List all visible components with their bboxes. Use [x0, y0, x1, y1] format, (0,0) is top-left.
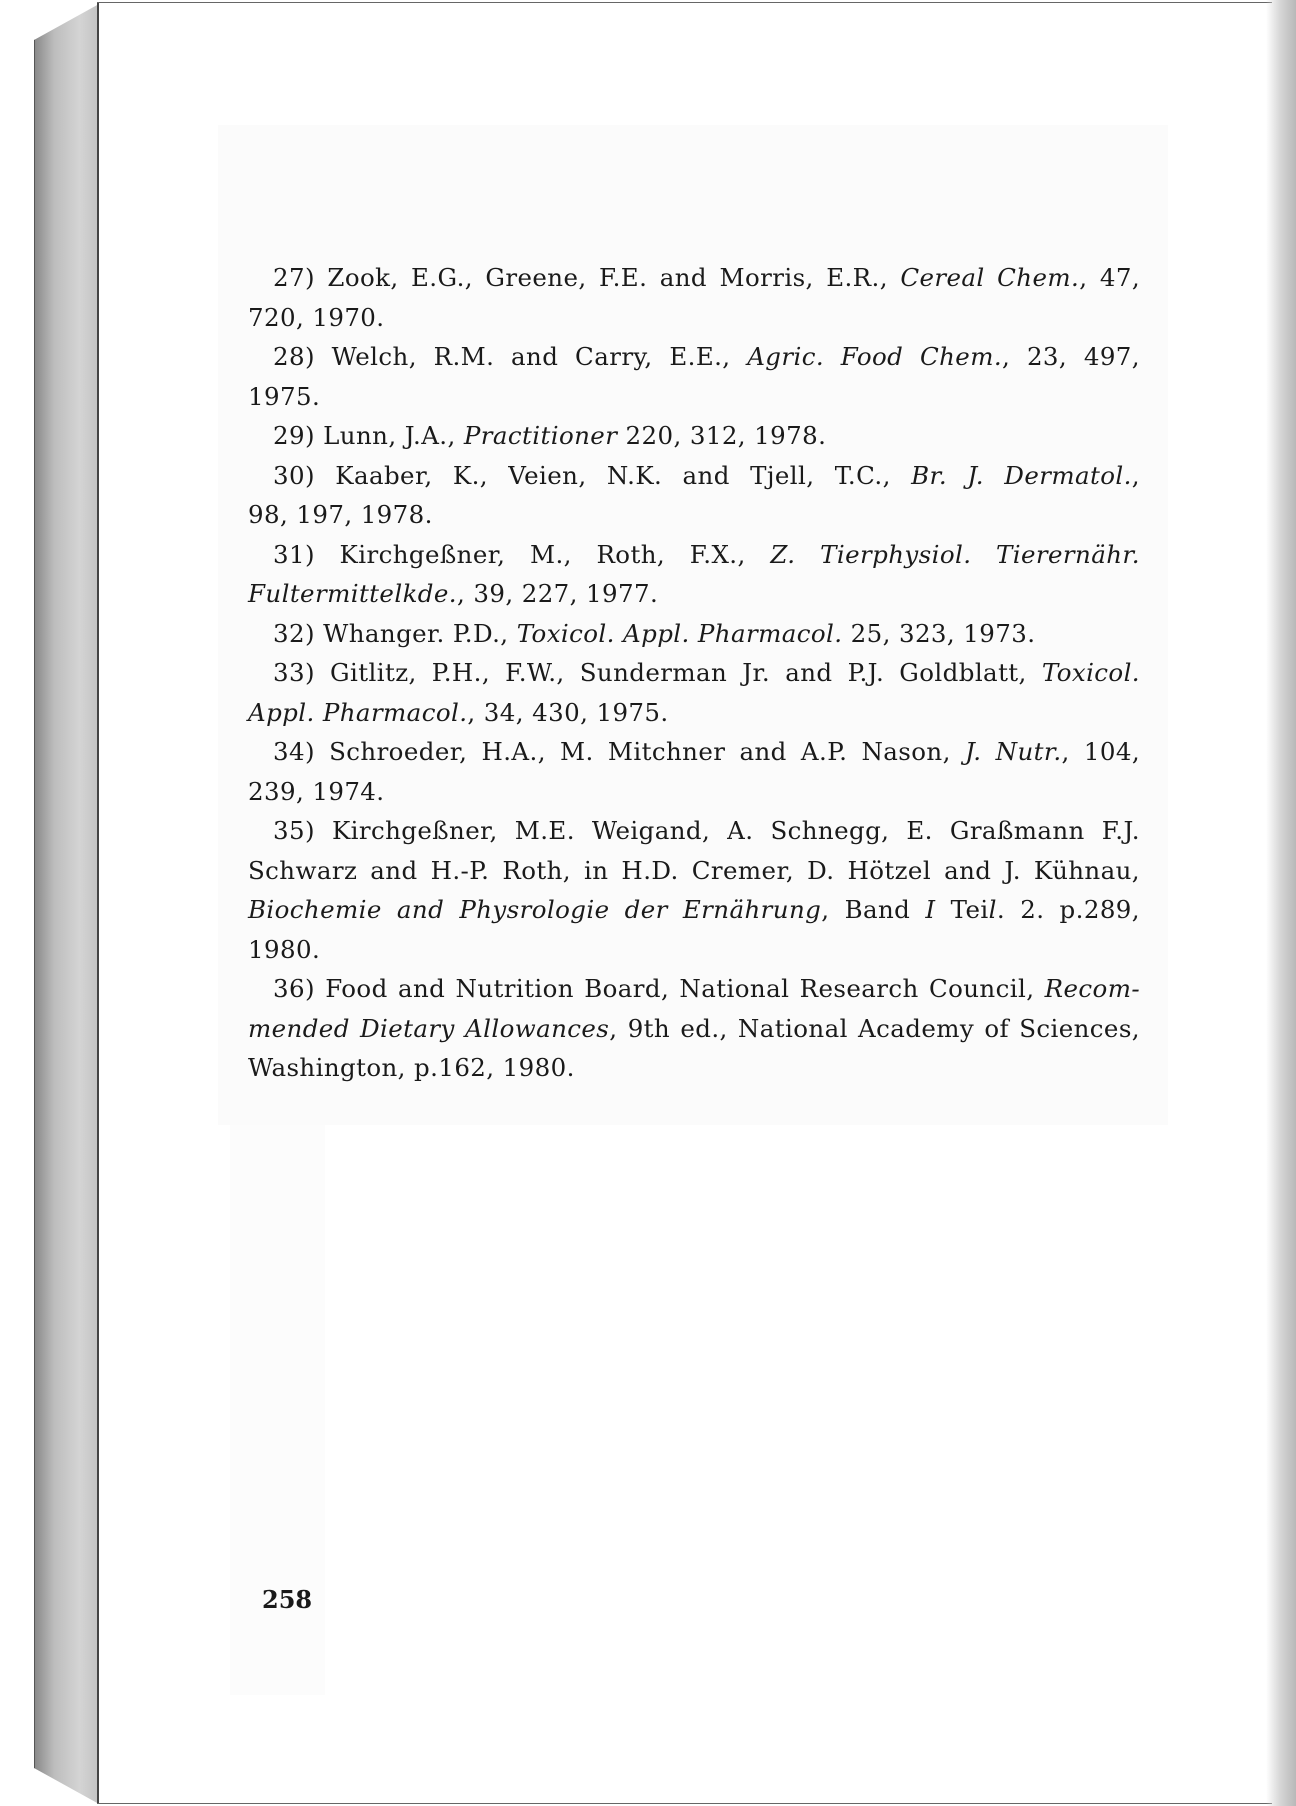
reference-entry: [248, 732, 1140, 811]
reference-text: Washington, p.162, 1980.: [248, 1053, 575, 1082]
reference-entry: [248, 969, 1140, 1088]
reference-text: 239, 1974.: [248, 776, 385, 806]
reference-text: 1975.: [248, 381, 321, 411]
reference-text: 33) Gitlitz, P.H., F.W., Sunderman Jr. and P.J. Goldblatt,: [273, 658, 1042, 687]
reference-text: 27) Zook, E.G., Greene, F.E. and Morris, E.R.,: [273, 263, 901, 292]
reference-text: , 9th ed., National Academy of Sciences,: [609, 1013, 1140, 1043]
reference-line: [248, 732, 1140, 772]
page-top-edge: [97, 2, 1272, 3]
reference-text: 30) Kaaber, K., Veien, N.K. and Tjell, T.C.,: [273, 460, 912, 490]
reference-italic-text: I: [925, 895, 936, 924]
reference-entry: [248, 337, 1140, 416]
reference-text: , 104,: [1061, 737, 1141, 766]
reference-text: 28) Welch, R.M. and Carry, E.E.,: [273, 342, 748, 371]
reference-text: 29) Lunn, J.A.,: [273, 421, 464, 450]
reference-italic-text: Cereal Chem.: [900, 263, 1080, 292]
reference-line: [248, 693, 1140, 733]
reference-italic-text: Toxicol. Appl. Pharmacol.: [516, 618, 843, 648]
reference-text: , 23, 497,: [1002, 342, 1140, 371]
reference-line: [248, 416, 1140, 456]
page-right-shadow: [1266, 0, 1296, 1806]
reference-line: [248, 1048, 1140, 1088]
reference-line: [248, 930, 1140, 970]
reference-text: 720, 1970.: [248, 302, 385, 332]
reference-italic-text: Z. Tierphysiol. Tierernähr.: [770, 539, 1140, 569]
reference-italic-text: mended Dietary Allowances: [248, 1013, 610, 1043]
reference-line: [248, 811, 1140, 851]
reference-line: [248, 614, 1140, 654]
reference-entry: [248, 416, 1140, 456]
reference-text: ,: [1131, 460, 1140, 490]
reference-text: , 47,: [1079, 263, 1141, 292]
reference-text: 36) Food and Nutrition Board, National Research Council,: [273, 974, 1045, 1003]
reference-line: [248, 298, 1140, 338]
reference-line: [248, 653, 1140, 693]
reference-text: Tei: [935, 895, 989, 924]
reference-text: , 39, 227, 1977.: [456, 579, 659, 608]
reference-entry: [248, 456, 1140, 535]
reference-italic-text: Recom-: [1044, 974, 1140, 1003]
reference-text: 34) Schroeder, H.A., M. Mitchner and A.P. Nason,: [273, 737, 965, 766]
reference-italic-text: Appl. Pharmacol.: [248, 697, 468, 727]
reference-line: [248, 1009, 1140, 1049]
page-bottom-edge: [97, 1803, 1272, 1804]
reference-entry: [248, 653, 1140, 732]
reference-italic-text: l: [988, 895, 997, 924]
reference-text: , Band: [821, 895, 926, 924]
reference-line: [248, 456, 1140, 496]
reference-text: 35) Kirchgeßner, M.E. Weigand, A. Schnegg, E. Graßmann F.J.: [273, 816, 1140, 845]
reference-text: . 2. p.289,: [996, 895, 1140, 924]
reference-entry: [248, 614, 1140, 654]
reference-text: 32) Whanger. P.D.,: [273, 618, 517, 648]
reference-entry: [248, 258, 1140, 337]
page-number: 258: [262, 1585, 313, 1614]
book-spine: [34, 4, 99, 1804]
reference-italic-text: Br. J. Dermatol.: [911, 460, 1132, 490]
reference-italic-text: Fultermittelkde.: [248, 579, 457, 608]
reference-line: [248, 574, 1140, 614]
reference-entry: [248, 535, 1140, 614]
reference-line: [248, 377, 1140, 417]
reference-italic-text: J. Nutr.: [964, 737, 1062, 766]
reference-text: 98, 197, 1978.: [248, 500, 433, 529]
reference-italic-text: Practitioner: [463, 421, 618, 450]
reference-line: [248, 890, 1140, 930]
spine-edge-line: [97, 2, 99, 1804]
reference-line: [248, 851, 1140, 891]
reference-line: [248, 258, 1140, 298]
reference-text: 1980.: [248, 934, 321, 964]
reference-text: 31) Kirchgeßner, M., Roth, F.X.,: [273, 539, 771, 569]
reference-italic-text: Toxicol.: [1041, 658, 1140, 687]
reference-line: [248, 772, 1140, 812]
reference-italic-text: Agric. Food Chem.: [747, 342, 1003, 371]
reference-text: Schwarz and H.-P. Roth, in H.D. Cremer, D. Hötzel and J. Kühnau,: [248, 855, 1140, 885]
reference-text: 220, 312, 1978.: [617, 421, 827, 450]
reference-line: [248, 969, 1140, 1009]
reference-line: [248, 535, 1140, 575]
reference-entry: [248, 811, 1140, 969]
reference-list: [248, 258, 1140, 1088]
reference-text: , 34, 430, 1975.: [467, 697, 669, 727]
reference-italic-text: Biochemie and Physrologie der Ernährung: [248, 895, 822, 924]
reference-line: [248, 495, 1140, 535]
reference-line: [248, 337, 1140, 377]
reference-text: 25, 323, 1973.: [842, 618, 1036, 648]
